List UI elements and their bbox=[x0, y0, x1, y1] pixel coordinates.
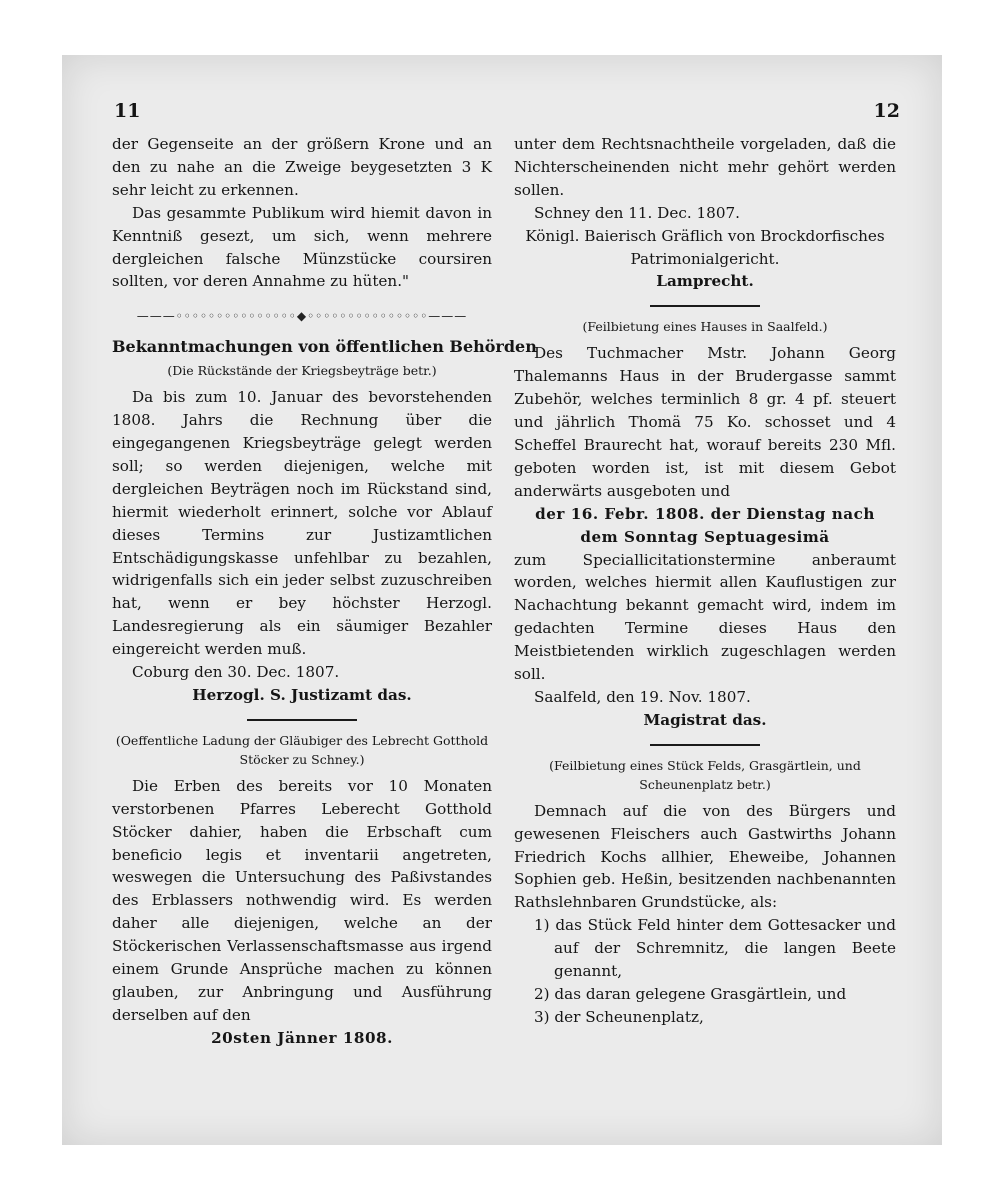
summons-continuation: unter dem Rechtsnachtheile vorgeladen, daß die Nichterscheinenden nicht mehr gehört werden sollen. bbox=[514, 135, 896, 199]
ornamental-divider: ———◦◦◦◦◦◦◦◦◦◦◦◦◦◦◦◆◦◦◦◦◦◦◦◦◦◦◦◦◦◦◦——— bbox=[136, 309, 468, 324]
list-item: 2) das daran gelegene Grasgärtlein, und bbox=[534, 985, 847, 1003]
notice-body-house-sale: Des Tuchmacher Mstr. Johann Georg Thalemanns Haus in der Brudergasse sammt Zubehör, welches terminlich 8 gr. 4 pf. steuert und jährlich Thomä 75 Ko. schosset und 4 Scheffel Braurecht hat, worauf bereits 230 Mfl. geboten worden ist, ist mit diesem Gebot anderwärts ausgeboten und bbox=[514, 344, 896, 500]
newspaper-page bbox=[62, 55, 942, 1145]
property-list bbox=[514, 914, 896, 1029]
notice-body-field-sale: Demnach auf die von des Bürgers und gewesenen Fleischers auch Gastwirths Johann Friedrich Kochs allhier, Eheweibe, Johannen Sophien geb. Heßin, besitzenden nachbenannten Rathslehnbaren Grundstücke, als: bbox=[514, 801, 896, 912]
notice-signature-magistrat: Magistrat das. bbox=[643, 710, 767, 729]
section-heading: Bekanntmachungen von öffentlichen Behörden bbox=[112, 337, 537, 357]
notice-title-war-contributions: (Die Rückstände der Kriegsbeyträge betr.) bbox=[167, 363, 437, 379]
section-rule bbox=[650, 305, 760, 307]
public-warning: Das gesammte Publikum wird hiemit davon in Kenntniß gesezt, um sich, wenn mehrere dergleichen falsche Münzstücke coursiren sollten, vor deren Annahme zu hüten." bbox=[112, 203, 492, 291]
notice-title-creditors: (Oeffentliche Ladung der Gläubiger des Lebrecht Gotthold Stöcker zu Schney.) bbox=[115, 732, 489, 767]
left-column bbox=[112, 133, 537, 1050]
notice-body-war-contributions: Da bis zum 10. Januar des bevorstehenden 1808. Jahrs die Rechnung über die eingegangenen Kriegsbeyträge gelegt werden soll; so werden diejenigen, welche mit dergleichen Beyträgen noch im Rückstand sind, hiermit wiederholt erinnert, solche vor Ablauf dieses Termins zur Justizamtlichen Entschädigungskasse unfehlbar zu bezahlen, widrigenfalls sich ein jeder selbst zuzuschreiben hat, wenn er bey höchster Herzogl. Landesregierung als ein säumiger Bezahler eingereicht werden muß. bbox=[112, 388, 492, 659]
list-item: 3) der Scheunenplatz, bbox=[534, 1007, 704, 1026]
notice-date-saalfeld: Saalfeld, den 19. Nov. 1807. bbox=[534, 687, 751, 706]
page-number-left: 11 bbox=[114, 100, 141, 122]
notice-signature-justizamt: Herzogl. S. Justizamt das. bbox=[192, 685, 412, 704]
notice-title-field-sale: (Feilbietung eines Stück Felds, Grasgärtlein, und Scheunenplatz betr.) bbox=[549, 757, 861, 792]
notice-date-schney: Schney den 11. Dec. 1807. bbox=[534, 203, 740, 222]
notice-signature-lamprecht: Lamprecht. bbox=[656, 272, 754, 291]
notice-body-creditors: Die Erben des bereits vor 10 Monaten verstorbenen Pfarres Leberecht Gotthold Stöcker dahier, haben die Erbschaft cum beneficio legis et inventarii angetreten, weswegen die Untersuchung des Paßivstandes des Erblassers nothwendig wird. Es werden daher alle diejenigen, welche an der Stöckerischen Verlassenschaftsmasse aus irgend einem Grunde Ansprüche machen zu können glauben, zur Anbringung und Ausführung derselben auf den bbox=[112, 776, 492, 1024]
list-item: 1) das Stück Feld hinter dem Gottesacker und auf der Schremnitz, die langen Beete genannt, bbox=[534, 916, 896, 981]
section-rule bbox=[650, 744, 760, 746]
notice-authority-patrimonialgericht: Königl. Baierisch Gräflich von Brockdorfisches Patrimonialgericht. bbox=[525, 226, 885, 268]
right-column bbox=[514, 133, 896, 1029]
notice-deadline-date: 20sten Jänner 1808. bbox=[211, 1028, 393, 1047]
notice-date-coburg: Coburg den 30. Dec. 1807. bbox=[132, 663, 340, 682]
auction-date-line-2: dem Sonntag Septuagesimä bbox=[580, 527, 830, 546]
page-number-right: 12 bbox=[873, 100, 900, 122]
notice-body-house-sale-continued: zum Speciallicitationstermine anberaumt worden, welches hiermit allen Kauflustigen zur Nachachtung bekannt gemacht wird, indem im gedachten Termine dieses Haus den Meistbietenden wirklich zugeschlagen werden soll. bbox=[514, 550, 896, 684]
counterfeit-description: der Gegenseite an der größern Krone und an den zu nahe an die Zweige beygesetzten 3 K sehr leicht zu erkennen. bbox=[112, 135, 492, 199]
notice-title-house-sale: (Feilbietung eines Hauses in Saalfeld.) bbox=[582, 319, 828, 335]
section-rule bbox=[247, 719, 357, 721]
auction-date-line-1: der 16. Febr. 1808. der Dienstag nach bbox=[535, 504, 875, 523]
